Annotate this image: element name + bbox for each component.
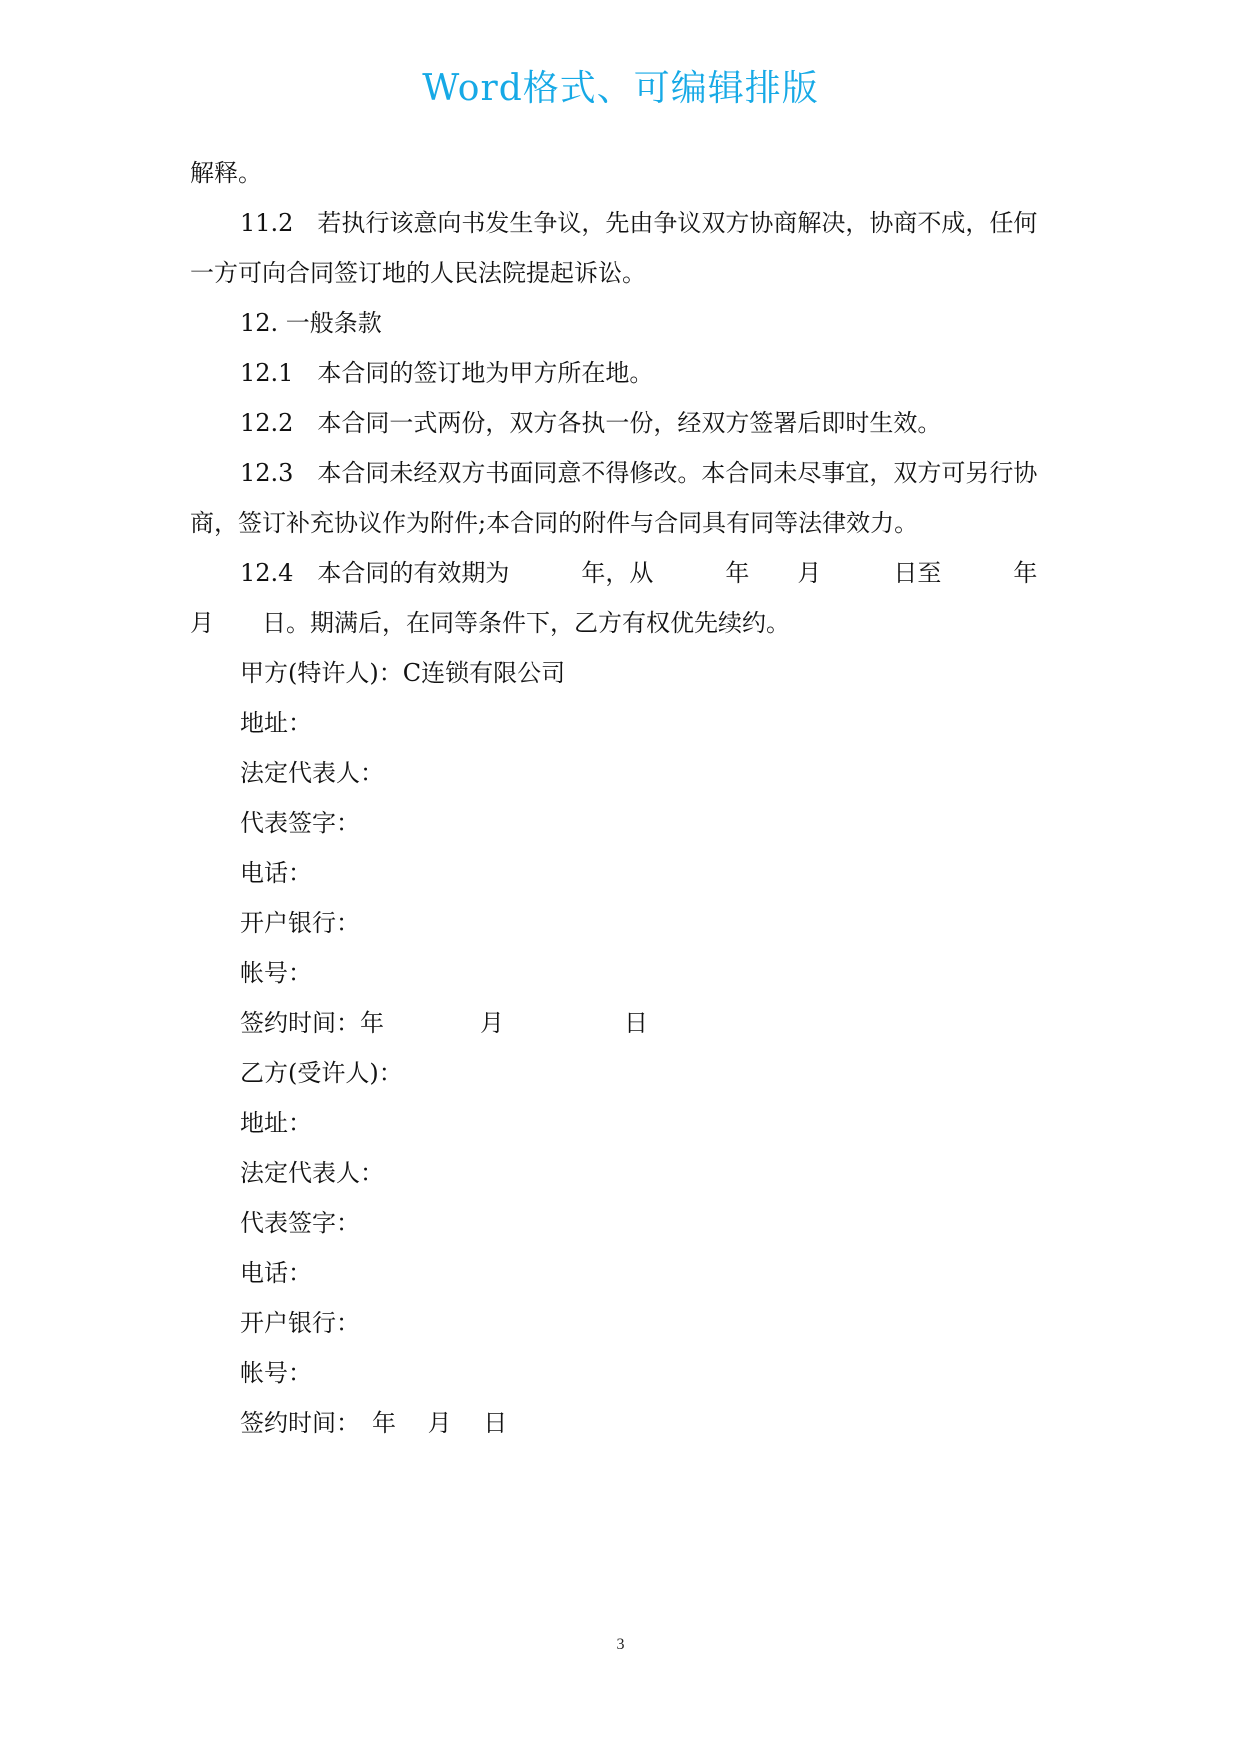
party-a-legal-rep: 法定代表人： bbox=[240, 759, 384, 787]
page-header-title: Word格式、可编辑排版 bbox=[422, 68, 819, 109]
party-b-legal-rep: 法定代表人： bbox=[240, 1159, 384, 1187]
party-b-phone: 电话： bbox=[240, 1259, 312, 1287]
party-a-signature: 代表签字： bbox=[240, 809, 360, 837]
clause-11-2-line-2: 一方可向合同签订地的人民法院提起诉讼。 bbox=[190, 259, 646, 287]
page-number: 3 bbox=[616, 1636, 625, 1653]
clause-12-2: 12.2 本合同一式两份，双方各执一份，经双方签署后即时生效。 bbox=[240, 409, 942, 437]
clause-12-3-line-1: 12.3 本合同未经双方书面同意不得修改。本合同未尽事宜，双方可另行协 bbox=[240, 459, 1038, 487]
party-a-account: 帐号： bbox=[240, 959, 312, 987]
clause-11-2-line-1: 11.2 若执行该意向书发生争议，先由争议双方协商解决，协商不成，任何 bbox=[240, 209, 1038, 237]
party-a-sign-date: 签约时间：年 月 日 bbox=[240, 1009, 648, 1037]
party-b-account: 帐号： bbox=[240, 1359, 312, 1387]
party-a-address: 地址： bbox=[240, 709, 312, 737]
party-a-bank: 开户银行： bbox=[240, 909, 360, 937]
clause-12-4-line-2: 月 日。期满后，在同等条件下，乙方有权优先续约。 bbox=[190, 609, 790, 637]
party-a-phone: 电话： bbox=[240, 859, 312, 887]
clause-12-4-line-1: 12.4 本合同的有效期为 年，从 年 月 日至 年 bbox=[240, 559, 1038, 587]
text-line: 解释。 bbox=[190, 159, 262, 187]
party-b-bank: 开户银行： bbox=[240, 1309, 360, 1337]
clause-12-3-line-2: 商，签订补充协议作为附件;本合同的附件与合同具有同等法律效力。 bbox=[190, 509, 919, 537]
party-b-signature: 代表签字： bbox=[240, 1209, 360, 1237]
section-12-heading: 12. 一般条款 bbox=[240, 309, 382, 337]
party-b-address: 地址： bbox=[240, 1109, 312, 1137]
party-b-name: 乙方(受许人)： bbox=[240, 1059, 403, 1087]
clause-12-1: 12.1 本合同的签订地为甲方所在地。 bbox=[240, 359, 654, 387]
party-b-sign-date: 签约时间： 年 月 日 bbox=[240, 1409, 508, 1437]
document-body bbox=[190, 155, 1052, 1455]
party-a-name: 甲方(特许人)：C连锁有限公司 bbox=[240, 659, 566, 687]
